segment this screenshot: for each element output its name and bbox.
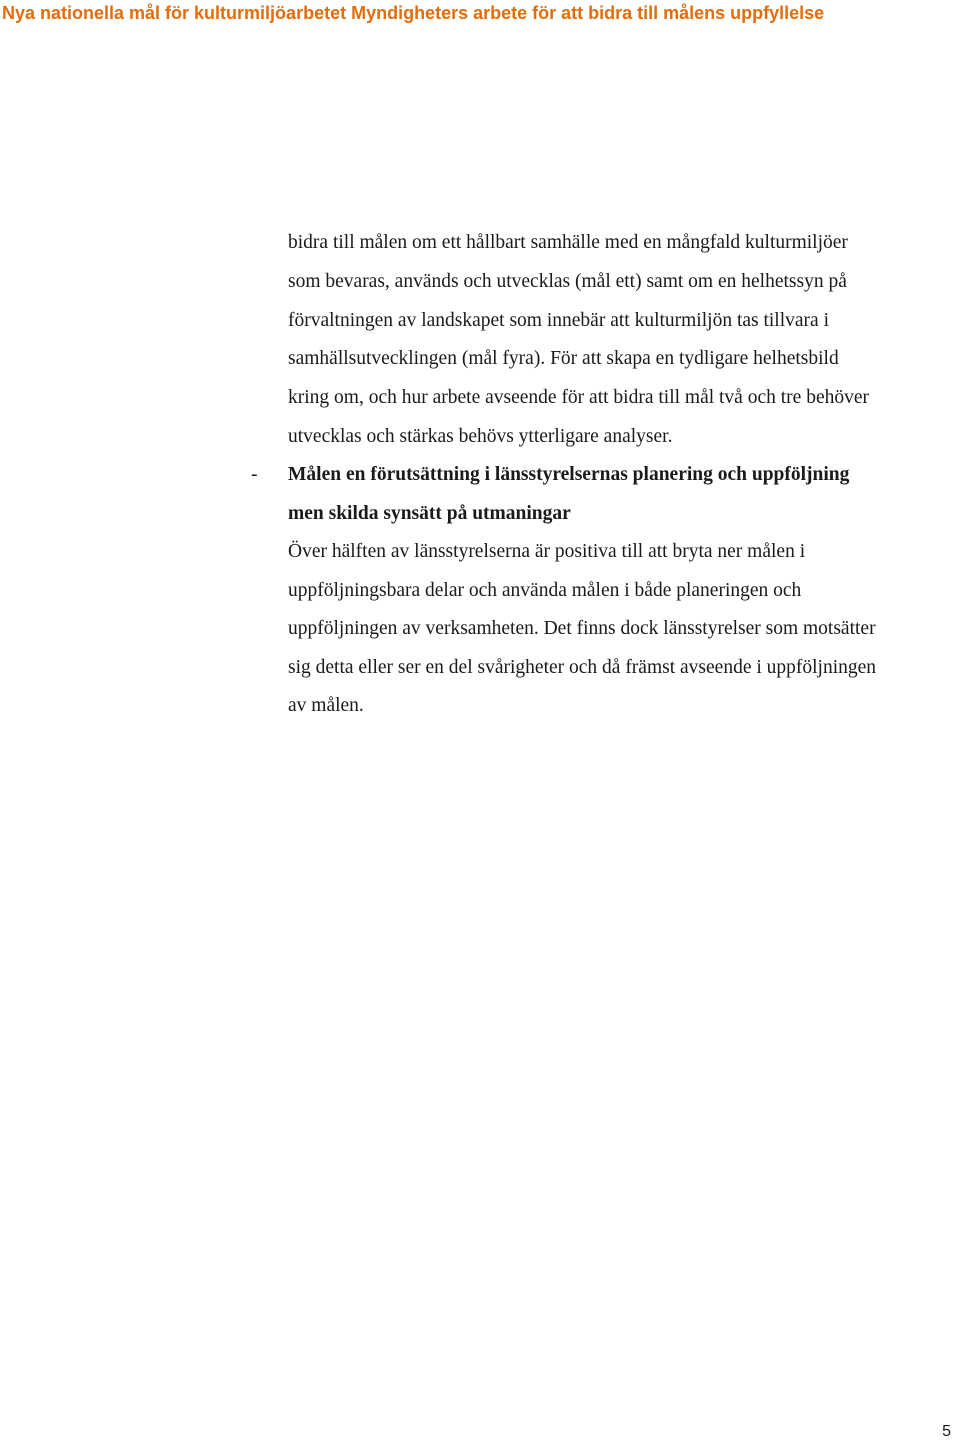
page-number: 5 — [942, 1423, 951, 1440]
list-item-heading: men skilda synsätt på utmaningar — [288, 503, 571, 524]
list-item-text: sig detta eller ser en del svårigheter och då främst avseende i uppföljningen — [288, 657, 877, 678]
list-item-text: uppföljningsbara delar och använda målen i både planeringen och — [288, 580, 802, 601]
list-item-text: Över hälften av länsstyrelserna är positiva till att bryta ner målen i — [288, 541, 806, 562]
list-item-text: uppföljningen av verksamheten. Det finns dock länsstyrelser som motsätter — [288, 618, 876, 639]
paragraph-line: som bevaras, används och utvecklas (mål ett) samt om en helhetssyn på — [288, 271, 847, 292]
paragraph-line: utvecklas och stärkas behövs ytterligare analyser. — [288, 426, 673, 447]
paragraph-line: kring om, och hur arbete avseende för att bidra till mål två och tre behöver — [288, 387, 869, 408]
list-item-marker: - — [251, 464, 258, 485]
paragraph-line: förvaltningen av landskapet som innebär att kulturmiljön tas tillvara i — [288, 310, 829, 331]
list-item-heading: Målen en förutsättning i länsstyrelsernas planering och uppföljning — [288, 464, 850, 485]
paragraph-line: samhällsutvecklingen (mål fyra). För att skapa en tydligare helhetsbild — [288, 348, 839, 369]
running-header: Nya nationella mål för kulturmiljöarbetet Myndigheters arbete för att bidra till målens uppfyllelse — [2, 3, 825, 23]
paragraph-line: bidra till målen om ett hållbart samhälle med en mångfald kulturmiljöer — [288, 232, 848, 253]
list-item-text: av målen. — [288, 695, 364, 716]
